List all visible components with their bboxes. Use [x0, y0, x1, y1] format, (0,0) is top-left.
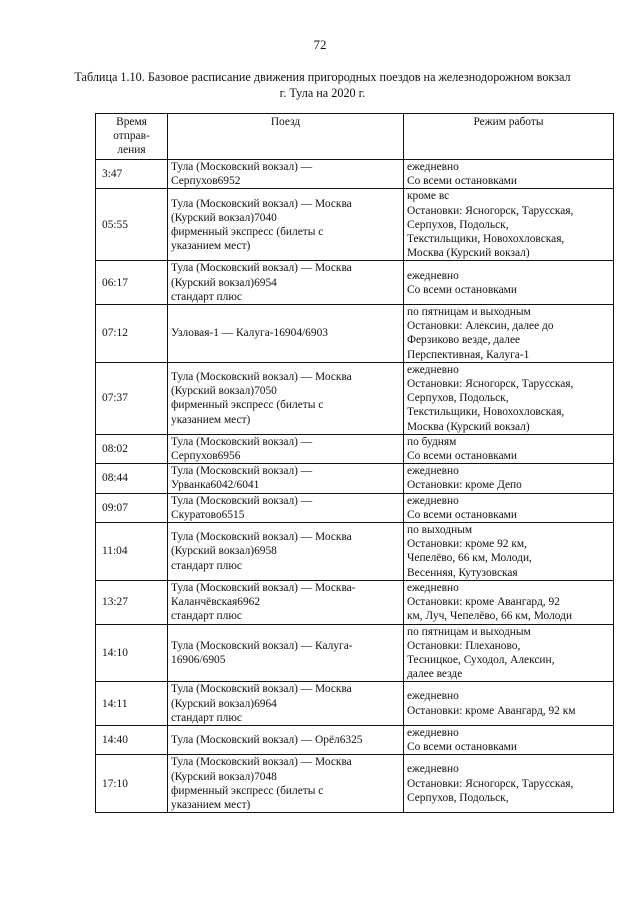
mode-cell: ежедневно Со всеми остановками	[404, 493, 614, 522]
time-cell: 09:07	[96, 493, 168, 522]
time-cell: 06:17	[96, 261, 168, 305]
time-cell: 17:10	[96, 755, 168, 813]
train-cell: Узловая-1 — Калуга-16904/6903	[168, 305, 404, 363]
table-row	[96, 624, 614, 682]
time-cell: 07:37	[96, 362, 168, 434]
train-cell: Тула (Московский вокзал) — Калуга- 16906/6905	[168, 624, 404, 682]
mode-cell: по пятницам и выходным Остановки: Плеханово, Тесницкое, Суходол, Алексин, далее везде	[404, 624, 614, 682]
table-row	[96, 434, 614, 463]
table-caption: Таблица 1.10. Базовое расписание движения пригородных поездов на железнодорожном вокзал г. Тула на 2020 г.	[74, 70, 571, 100]
mode-cell: ежедневно Остановки: кроме Депо	[404, 464, 614, 493]
header-time: Время отправ- ления	[96, 114, 168, 160]
time-cell: 14:11	[96, 682, 168, 726]
table-row	[96, 755, 614, 813]
mode-cell: ежедневно Остановки: Ясногорск, Тарусская, Серпухов, Подольск, Текстильщики, Новохохловская, Москва (Курский вокзал)	[404, 362, 614, 434]
mode-cell: по будням Со всеми остановками	[404, 434, 614, 463]
time-cell: 08:02	[96, 434, 168, 463]
page-number: 72	[313, 37, 327, 52]
mode-cell: ежедневно Остановки: кроме Авангард, 92 км, Луч, Чепелёво, 66 км, Молоди	[404, 580, 614, 624]
train-cell: Тула (Московский вокзал) — Урванка6042/6041	[168, 464, 404, 493]
train-cell: Тула (Московский вокзал) — Орёл6325	[168, 725, 404, 754]
mode-cell: ежедневно Со всеми остановками	[404, 725, 614, 754]
table-row	[96, 580, 614, 624]
time-cell: 05:55	[96, 189, 168, 261]
mode-cell: кроме вс Остановки: Ясногорск, Тарусская, Серпухов, Подольск, Текстильщики, Новохохловская, Москва (Курский вокзал)	[404, 189, 614, 261]
train-cell: Тула (Московский вокзал) — Серпухов6956	[168, 434, 404, 463]
table-row	[96, 493, 614, 522]
table-row	[96, 725, 614, 754]
train-cell: Тула (Московский вокзал) — Москва (Курский вокзал)6954 стандарт плюс	[168, 261, 404, 305]
time-cell: 13:27	[96, 580, 168, 624]
table-row	[96, 305, 614, 363]
table-row	[96, 523, 614, 581]
header-train: Поезд	[168, 114, 404, 160]
mode-cell: по выходным Остановки: кроме 92 км, Чепелёво, 66 км, Молоди, Весенняя, Кутузовская	[404, 523, 614, 581]
schedule-table	[95, 113, 614, 813]
table-header-row	[96, 114, 614, 160]
header-mode: Режим работы	[404, 114, 614, 160]
time-cell: 11:04	[96, 523, 168, 581]
table-row	[96, 362, 614, 434]
train-cell: Тула (Московский вокзал) — Москва (Курский вокзал)7048 фирменный экспресс (билеты с указанием мест)	[168, 755, 404, 813]
table-row	[96, 189, 614, 261]
train-cell: Тула (Московский вокзал) — Москва (Курский вокзал)7050 фирменный экспресс (билеты с указанием мест)	[168, 362, 404, 434]
mode-cell: ежедневно Со всеми остановками	[404, 160, 614, 189]
time-cell: 14:40	[96, 725, 168, 754]
time-cell: 3:47	[96, 160, 168, 189]
train-cell: Тула (Московский вокзал) — Серпухов6952	[168, 160, 404, 189]
train-cell: Тула (Московский вокзал) — Москва- Каланчёвская6962 стандарт плюс	[168, 580, 404, 624]
time-cell: 07:12	[96, 305, 168, 363]
mode-cell: ежедневно Со всеми остановками	[404, 261, 614, 305]
train-cell: Тула (Московский вокзал) — Москва (Курский вокзал)6958 стандарт плюс	[168, 523, 404, 581]
train-cell: Тула (Московский вокзал) — Скуратово6515	[168, 493, 404, 522]
table-row	[96, 261, 614, 305]
time-cell: 08:44	[96, 464, 168, 493]
train-cell: Тула (Московский вокзал) — Москва (Курский вокзал)6964 стандарт плюс	[168, 682, 404, 726]
table-row	[96, 682, 614, 726]
mode-cell: ежедневно Остановки: Ясногорск, Тарусская, Серпухов, Подольск,	[404, 755, 614, 813]
table-row	[96, 160, 614, 189]
mode-cell: по пятницам и выходным Остановки: Алексин, далее до Ферзиково везде, далее Перспективная, Калуга-1	[404, 305, 614, 363]
time-cell: 14:10	[96, 624, 168, 682]
train-cell: Тула (Московский вокзал) — Москва (Курский вокзал)7040 фирменный экспресс (билеты с указанием мест)	[168, 189, 404, 261]
table-row	[96, 464, 614, 493]
mode-cell: ежедневно Остановки: кроме Авангард, 92 км	[404, 682, 614, 726]
